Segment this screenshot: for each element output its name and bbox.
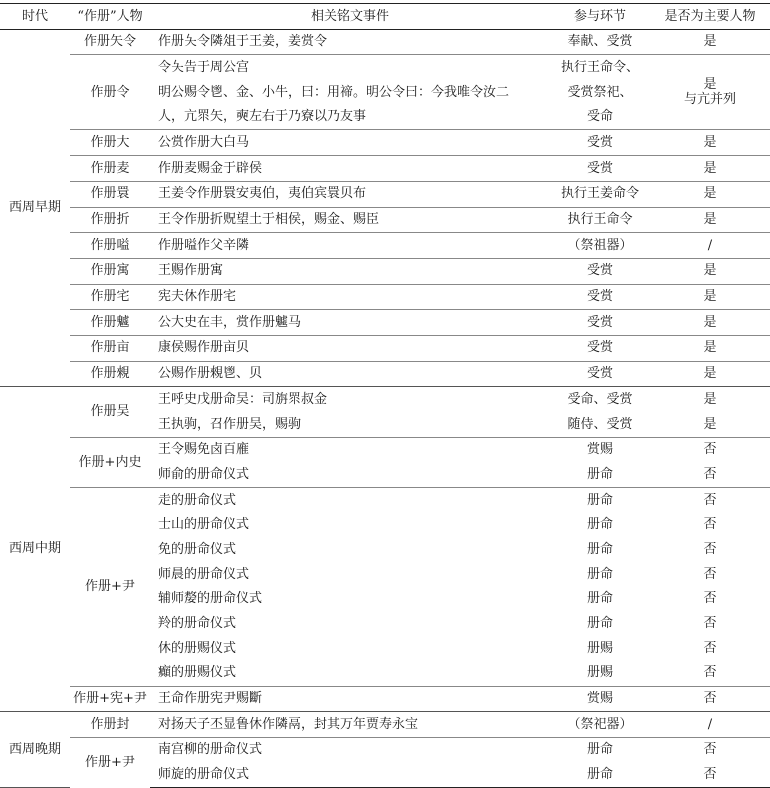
- role-cell: 受命: [586, 109, 613, 125]
- event-cell: 南宫柳的册命仪式: [150, 737, 550, 762]
- event-cell: 作册麦赐金于辟侯: [150, 156, 550, 182]
- person-cell: 作册宅: [70, 284, 150, 310]
- table-row: [0, 156, 770, 182]
- main-figure-cell: 否: [703, 466, 717, 482]
- event-cell: 康侯赐作册亩贝: [150, 335, 550, 361]
- table-row: [0, 130, 770, 156]
- role-cell: 受赏: [550, 310, 650, 336]
- event-cell: 癲的册赐仪式: [158, 665, 237, 681]
- event-cell: 人，亢眔矢，奭左右于乃寮以乃友事: [158, 109, 367, 125]
- role-cell: 奉献、受赏: [567, 34, 633, 50]
- event-cell: 王执驹，召作册吴，赐驹: [158, 416, 302, 432]
- role-cell: 册命: [550, 763, 650, 788]
- header-main: 是否为主要人物: [650, 4, 770, 30]
- person-cell: 作册+宪+尹: [70, 686, 150, 712]
- main-figure-cell: 是: [650, 258, 770, 284]
- role-cell: 受赏: [550, 361, 650, 387]
- main-figure-cell: 否: [703, 517, 717, 533]
- role-cell: （祭祖器）: [550, 233, 650, 259]
- table-row: [0, 361, 770, 387]
- person-cell: 作册嗌: [70, 233, 150, 259]
- person-cell: 作册魖: [70, 310, 150, 336]
- role-cell: 受赏: [550, 258, 650, 284]
- main-figure-cell: 否: [650, 686, 770, 712]
- main-figure-cell: 是: [650, 156, 770, 182]
- table-row: [0, 712, 770, 738]
- table-row: [0, 29, 770, 55]
- role-cell: 册命: [586, 566, 613, 582]
- role-cell: 受命、受赏: [550, 387, 650, 412]
- role-cell: 受赏: [550, 335, 650, 361]
- person-cell: 作册亩: [70, 335, 150, 361]
- event-cell: 王赐作册寓: [150, 258, 550, 284]
- main-figure-cell: /: [650, 233, 770, 259]
- main-figure-cell: 是: [650, 284, 770, 310]
- main-figure-cell: 否: [703, 640, 717, 656]
- main-figure-cell: 否: [650, 488, 770, 513]
- main-figure-cell: 否: [650, 437, 770, 462]
- role-cell: 受赏: [550, 156, 650, 182]
- role-cell: 执行王姜命令: [550, 181, 650, 207]
- table-body: [0, 29, 770, 788]
- main-figure-cell: 是: [650, 130, 770, 156]
- role-cell: 册命: [550, 488, 650, 513]
- era-cell: 西周晚期: [0, 712, 70, 788]
- main-figure-cell: 否: [703, 616, 717, 632]
- role-cell: 执行王命令、: [550, 55, 650, 80]
- table-row: [0, 335, 770, 361]
- person-cell: 作册折: [70, 207, 150, 233]
- person-cell: 作册䚅: [70, 361, 150, 387]
- event-cell: 走的册命仪式: [150, 488, 550, 513]
- main-figure-cell: 否: [703, 591, 717, 607]
- event-cell: 令夨告于周公宫: [150, 55, 550, 80]
- person-cell: 作册吴: [70, 387, 150, 437]
- event-cell: 王令赐免卤百䧹: [150, 437, 550, 462]
- main-figure-cell: 是: [703, 34, 717, 50]
- event-cell: 作册夨令隣俎于王姜，姜赏令: [158, 34, 328, 50]
- main-figure-cell: 是: [650, 361, 770, 387]
- event-cell: 师晨的册命仪式: [158, 566, 250, 582]
- person-cell: 作册大: [70, 130, 150, 156]
- role-cell: 册命: [550, 737, 650, 762]
- bronze-inscription-table: [0, 3, 770, 788]
- role-cell: 赏赐: [550, 686, 650, 712]
- table-row: [0, 387, 770, 412]
- table-row: [0, 437, 770, 462]
- person-cell: 作册封: [70, 712, 150, 738]
- header-person: “作册”人物: [70, 4, 150, 30]
- table-row: [0, 686, 770, 712]
- header-role: 参与环节: [550, 4, 650, 30]
- event-cell: 士山的册命仪式: [158, 517, 250, 533]
- table-row: [0, 233, 770, 259]
- role-cell: 册命: [586, 541, 613, 557]
- event-cell: 王姜令作册睘安夷伯，夷伯宾睘贝布: [150, 181, 550, 207]
- role-cell: 册赐: [586, 665, 613, 681]
- main-figure-cell: 否: [703, 665, 717, 681]
- event-cell: 作册嗌作父辛隣: [150, 233, 550, 259]
- main-figure-note: 与亢并列: [683, 92, 736, 108]
- event-cell: 王令作册折贶望土于相侯，赐金、赐臣: [150, 207, 550, 233]
- header-event: 相关铭文事件: [150, 4, 550, 30]
- person-cell: 作册+内史: [70, 437, 150, 487]
- role-cell: 册命: [586, 591, 613, 607]
- role-cell: （祭祀器）: [550, 712, 650, 738]
- event-cell: 王呼史戊册命吴：司旃眔叔金: [150, 387, 550, 412]
- role-cell: 册命: [586, 616, 613, 632]
- role-cell: 受赏: [550, 284, 650, 310]
- event-cell: 公赏作册大白马: [150, 130, 550, 156]
- event-cell: 公大史在丰，赏作册魖马: [150, 310, 550, 336]
- person-cell: 作册+尹: [70, 737, 150, 787]
- event-cell: 休的册赐仪式: [158, 640, 237, 656]
- main-figure-value: 是: [703, 76, 717, 92]
- event-cell: 辅师嫠的册命仪式: [158, 591, 263, 607]
- event-cell: 宪夫休作册宅: [150, 284, 550, 310]
- event-cell: 羚的册命仪式: [158, 616, 237, 632]
- role-cell: 册命: [586, 517, 613, 533]
- main-figure-cell: 是: [650, 387, 770, 412]
- main-figure-cell: /: [650, 712, 770, 738]
- event-cell: 公赐作册䚅鬯、贝: [150, 361, 550, 387]
- role-cell: 受赏祭祀、: [567, 84, 633, 100]
- main-figure-cell: 是: [703, 416, 717, 432]
- main-figure-cell: 否: [650, 763, 770, 788]
- table-row: [0, 488, 770, 513]
- main-figure-cell: 是: [650, 207, 770, 233]
- table-row: [0, 737, 770, 762]
- main-figure-cell: [650, 55, 770, 130]
- event-cell: 师俞的册命仪式: [158, 466, 250, 482]
- event-cell: 师旋的册命仪式: [150, 763, 550, 788]
- role-cell: 册赐: [586, 640, 613, 656]
- event-cell: 明公赐令鬯、金、小牛，曰：用禘。明公令曰：今我唯令汝二: [158, 84, 510, 100]
- person-cell: 作册睘: [70, 181, 150, 207]
- main-figure-cell: 是: [650, 181, 770, 207]
- role-cell: 册命: [586, 466, 613, 482]
- table-row: [0, 207, 770, 233]
- role-cell: 执行王命令: [550, 207, 650, 233]
- event-cell: 免的册命仪式: [158, 541, 237, 557]
- role-cell: 赏赐: [550, 437, 650, 462]
- main-figure-cell: 是: [650, 335, 770, 361]
- main-figure-cell: 是: [650, 310, 770, 336]
- person-cell: 作册寓: [70, 258, 150, 284]
- person-cell: 作册+尹: [70, 488, 150, 687]
- person-cell: 作册麦: [70, 156, 150, 182]
- main-figure-cell: 否: [703, 541, 717, 557]
- era-cell: 西周中期: [0, 387, 70, 712]
- table-row: [0, 284, 770, 310]
- table-row: [0, 181, 770, 207]
- event-cell: 王命作册宪尹赐斷: [150, 686, 550, 712]
- person-cell: 作册矢令: [83, 34, 136, 50]
- main-figure-cell: 否: [703, 566, 717, 582]
- table-row: [0, 258, 770, 284]
- table-header: [0, 4, 770, 30]
- event-cell: 对扬天子丕显鲁休作隣鬲，封其万年贾寿永宝: [150, 712, 550, 738]
- header-era: 时代: [0, 4, 70, 30]
- table-row: [0, 310, 770, 336]
- role-cell: 随侍、受赏: [567, 416, 633, 432]
- era-cell: 西周早期: [0, 29, 70, 387]
- role-cell: 受赏: [550, 130, 650, 156]
- main-figure-cell: 否: [650, 737, 770, 762]
- person-cell: 作册令: [70, 55, 150, 130]
- table-row: [0, 55, 770, 80]
